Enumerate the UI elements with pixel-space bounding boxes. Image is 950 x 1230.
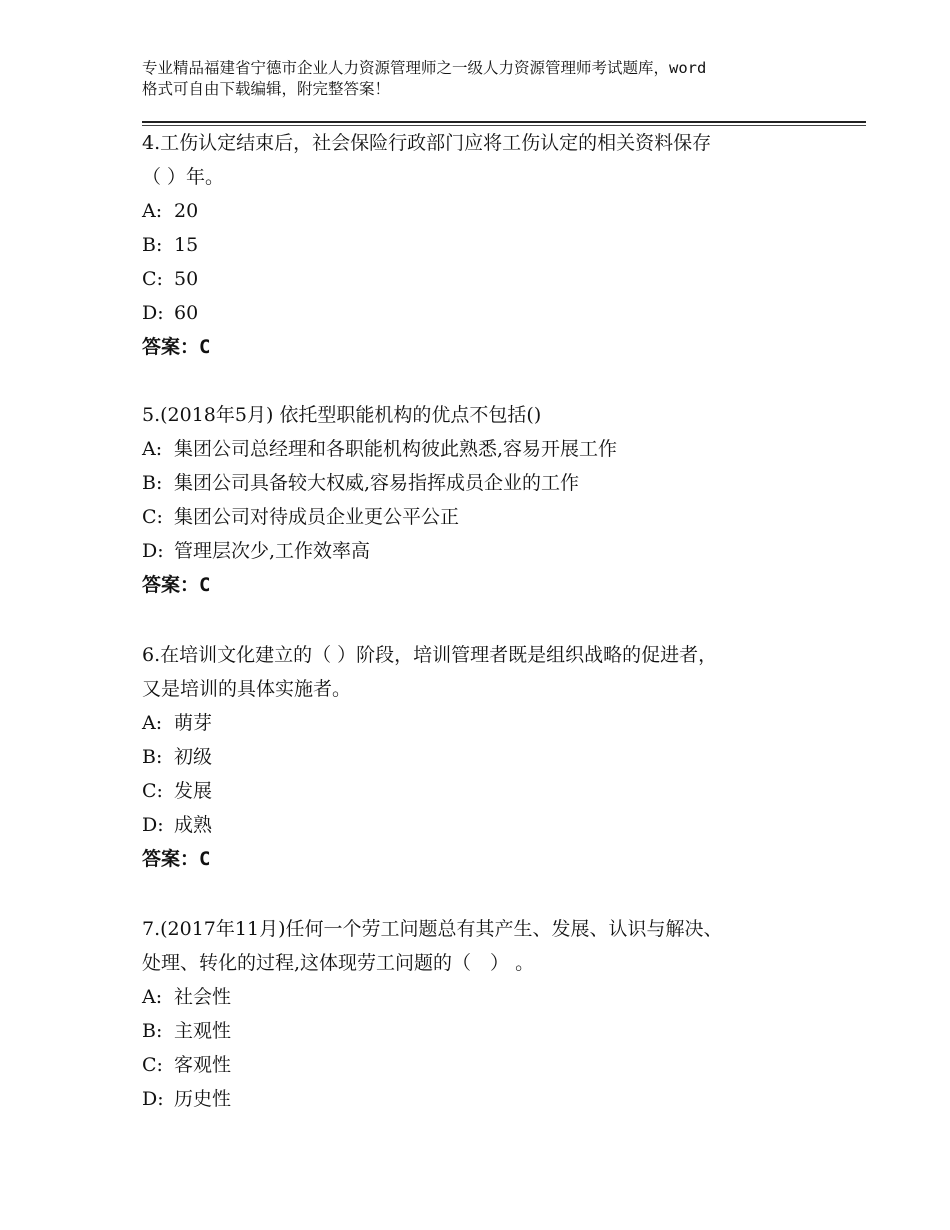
option-d	[142, 296, 842, 330]
option-c	[142, 262, 842, 296]
option-text: 主观性	[174, 1020, 232, 1042]
option-text: 20	[174, 200, 199, 222]
question-6	[142, 638, 842, 876]
option-letter: D:	[142, 540, 164, 562]
option-text: 集团公司总经理和各职能机构彼此熟悉,容易开展工作	[174, 438, 618, 460]
option-letter: B:	[142, 746, 163, 768]
header-line-1: 专业精品福建省宁德市企业人力资源管理师之一级人力资源管理师考试题库，word	[142, 59, 707, 77]
option-text: 发展	[174, 780, 213, 802]
option-letter: B:	[142, 472, 163, 494]
option-text: 集团公司对待成员企业更公平公正	[174, 506, 460, 528]
answer-value: C	[199, 848, 211, 870]
answer-value: C	[199, 336, 211, 358]
option-letter: A:	[142, 200, 163, 222]
option-letter: C:	[142, 780, 163, 802]
option-text: 客观性	[174, 1054, 232, 1076]
option-letter: D:	[142, 302, 164, 324]
option-a	[142, 194, 842, 228]
option-letter: B:	[142, 234, 163, 256]
option-letter: A:	[142, 438, 163, 460]
question-stem: 又是培训的具体实施者。	[142, 678, 352, 700]
question-stem: 6.在培训文化建立的（ ）阶段，培训管理者既是组织战略的促进者，	[142, 644, 718, 666]
option-b	[142, 1014, 842, 1048]
option-letter: C:	[142, 1054, 163, 1076]
option-b	[142, 466, 842, 500]
option-letter: D:	[142, 814, 164, 836]
question-stem: （ ）年。	[142, 166, 225, 188]
answer-line	[142, 842, 842, 876]
option-c	[142, 774, 842, 808]
option-letter: B:	[142, 1020, 163, 1042]
option-letter: A:	[142, 712, 163, 734]
question-stem: 7.(2017年11月)任何一个劳工问题总有其产生、发展、认识与解决、	[142, 918, 723, 940]
option-b	[142, 228, 842, 262]
question-7	[142, 912, 842, 1116]
option-text: 50	[174, 268, 199, 290]
option-letter: A:	[142, 986, 163, 1008]
option-text: 社会性	[174, 986, 232, 1008]
header-divider-thick	[142, 121, 866, 123]
answer-label: 答案：	[142, 336, 200, 358]
option-text: 集团公司具备较大权威,容易指挥成员企业的工作	[174, 472, 580, 494]
option-text: 60	[174, 302, 199, 324]
question-stem: 处理、转化的过程,这体现劳工问题的（ ） 。	[142, 952, 535, 974]
answer-line	[142, 568, 842, 602]
option-a	[142, 432, 842, 466]
option-a	[142, 706, 842, 740]
answer-line	[142, 330, 842, 364]
option-text: 管理层次少,工作效率高	[174, 540, 371, 562]
option-letter: C:	[142, 506, 163, 528]
document-header	[142, 58, 832, 100]
option-text: 成熟	[174, 814, 213, 836]
option-text: 历史性	[174, 1088, 232, 1110]
option-text: 萌芽	[174, 712, 213, 734]
question-5	[142, 398, 842, 602]
option-text: 初级	[174, 746, 213, 768]
option-letter: D:	[142, 1088, 164, 1110]
answer-label: 答案：	[142, 848, 200, 870]
question-stem: 5.(2018年5月) 依托型职能机构的优点不包括()	[142, 404, 542, 426]
answer-value: C	[199, 574, 211, 596]
option-b	[142, 740, 842, 774]
option-d	[142, 1082, 842, 1116]
option-d	[142, 808, 842, 842]
header-line-2: 格式可自由下载编辑，附完整答案！	[142, 80, 391, 98]
option-c	[142, 500, 842, 534]
option-a	[142, 980, 842, 1014]
answer-label: 答案：	[142, 574, 200, 596]
option-d	[142, 534, 842, 568]
question-4	[142, 126, 842, 364]
question-stem: 4.工伤认定结束后，社会保险行政部门应将工伤认定的相关资料保存	[142, 132, 712, 154]
option-c	[142, 1048, 842, 1082]
option-letter: C:	[142, 268, 163, 290]
option-text: 15	[174, 234, 199, 256]
